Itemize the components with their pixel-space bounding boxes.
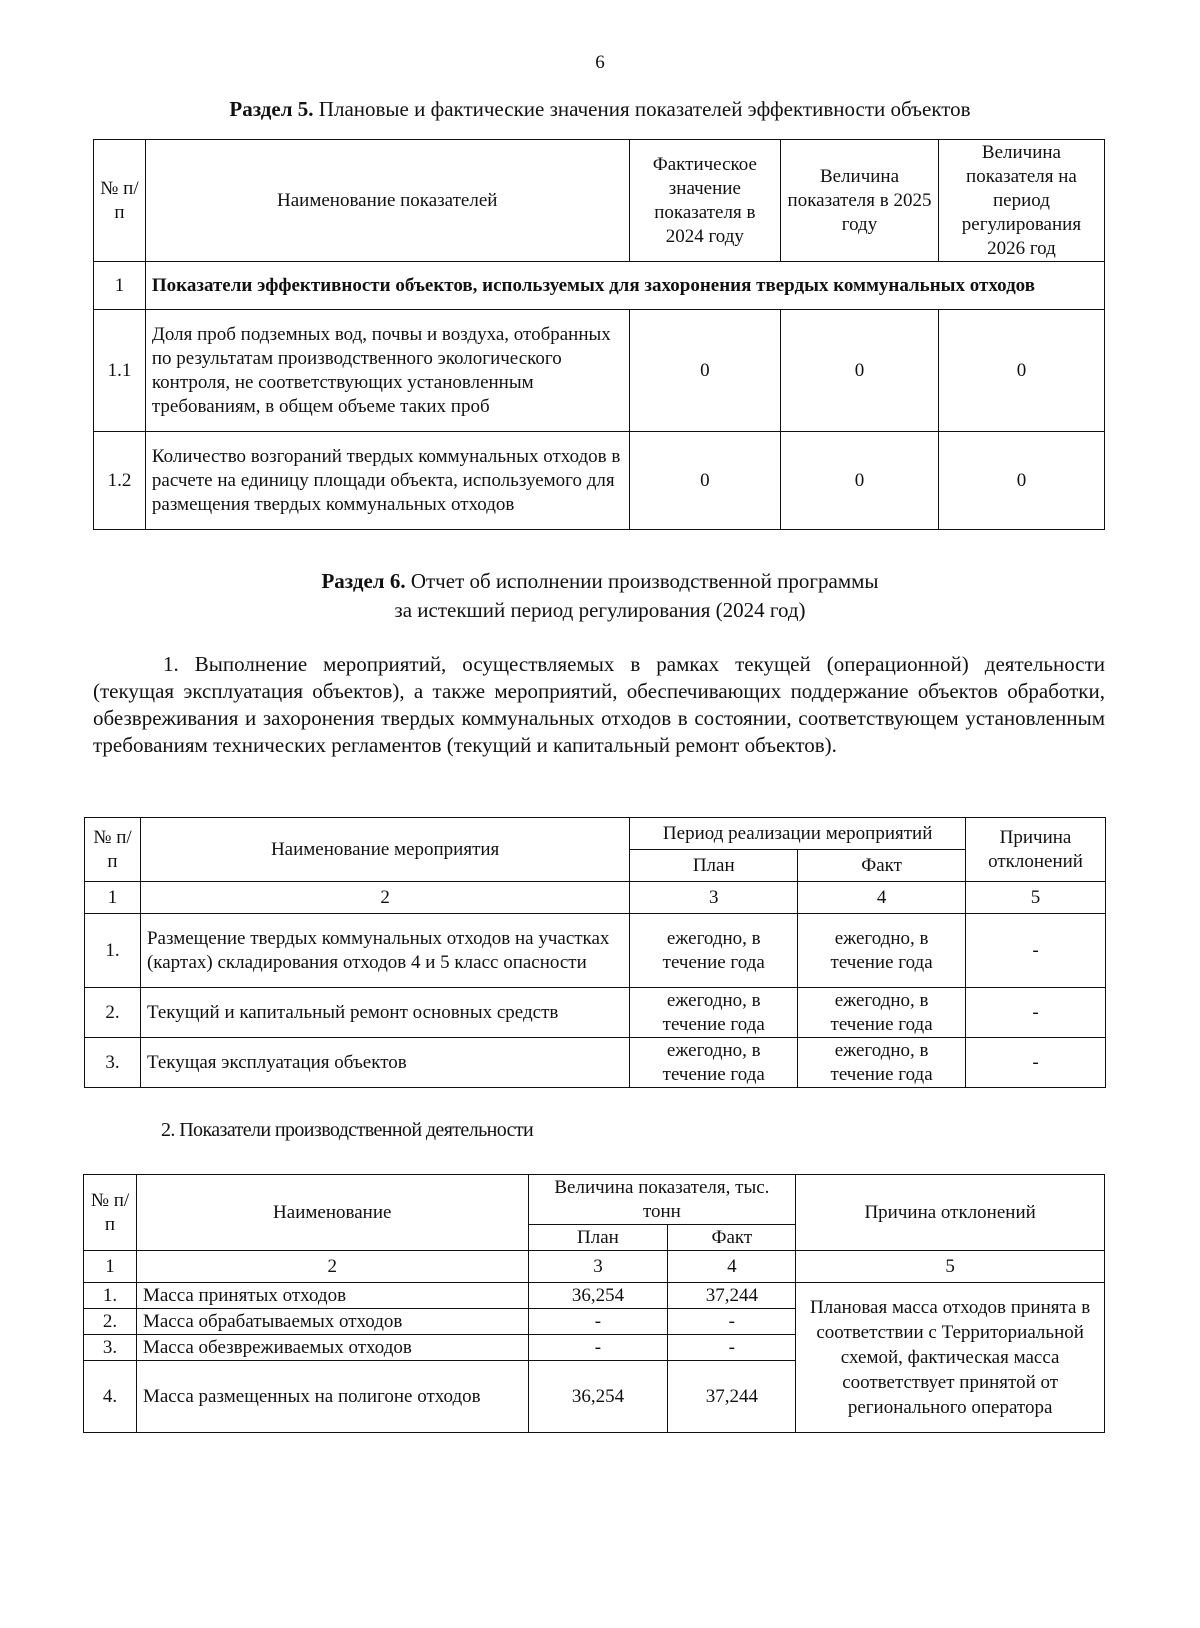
row-num: 1.2 [94,432,146,530]
row-fact: ежегодно, в течение года [798,988,966,1038]
header-reason: Причина отклонений [966,818,1106,882]
row-plan: 36,254 [528,1283,668,1309]
col-number: 1 [84,1251,137,1283]
row-plan: - [528,1335,668,1361]
header-name: Наименование [136,1175,528,1251]
row-plan: - [528,1309,668,1335]
header-fact: Факт [668,1225,796,1251]
section5-title-text: Плановые и фактические значения показателей эффективности объектов [318,97,971,121]
header-value-2025: Величина показателя в 2025 году [781,140,939,262]
table-group-row [94,262,1105,310]
row-value-2025: 0 [781,310,939,432]
activities-table [84,817,1106,1088]
row-plan: ежегодно, в течение года [630,988,798,1038]
row-name: Количество возгораний твердых коммунальных отходов в расчете на единицу площади объекта, используемого для размещения твердых коммунальных отходов [145,432,629,530]
header-plan: План [528,1225,668,1251]
col-number: 1 [85,882,141,914]
row-name: Масса принятых отходов [136,1283,528,1309]
row-value-2025: 0 [781,432,939,530]
table-row [85,1038,1106,1088]
col-number: 3 [528,1251,668,1283]
col-number: 5 [966,882,1106,914]
row-name: Текущий и капитальный ремонт основных средств [140,988,629,1038]
row-reason: - [966,1038,1106,1088]
row-fact: ежегодно, в течение года [798,1038,966,1088]
section6-title-bold: Раздел 6. [321,569,406,593]
col-number: 4 [798,882,966,914]
header-value-2026: Величина показателя на период регулирования 2026 год [938,140,1104,262]
table-header-row [85,818,1106,850]
header-num: № п/п [94,140,146,262]
row-num: 1. [85,914,141,988]
row-value-2024: 0 [629,310,781,432]
table-row [94,310,1105,432]
table-header-row [84,1175,1105,1225]
header-num: № п/п [85,818,141,882]
header-fact: Факт [798,850,966,882]
header-plan: План [630,850,798,882]
column-number-row [85,882,1106,914]
row-name: Доля проб подземных вод, почвы и воздуха, отобранных по результатам производственного экологического контроля, не соответствующих установленным требованиям, в общем объеме таких проб [145,310,629,432]
group-num: 1 [94,262,146,310]
production-table [83,1174,1105,1433]
section6-title-text: Отчет об исполнении производственной программы [410,569,879,593]
row-fact: 37,244 [668,1283,796,1309]
row-reason: Плановая масса отходов принята в соответствии с Территориальной схемой, фактическая масса соответствует принятой от регионального оператора [796,1283,1105,1433]
row-num: 4. [84,1361,137,1433]
header-name: Наименование показателей [145,140,629,262]
section6-subheading: 2. Показатели производственной деятельности [161,1119,534,1141]
row-name: Размещение твердых коммунальных отходов на участках (картах) складирования отходов 4 и 5 класс опасности [140,914,629,988]
row-fact: 37,244 [668,1361,796,1433]
row-fact: ежегодно, в течение года [798,914,966,988]
row-fact: - [668,1335,796,1361]
row-value-2024: 0 [629,432,781,530]
col-number: 3 [630,882,798,914]
row-name: Масса обрабатываемых отходов [136,1309,528,1335]
row-num: 3. [84,1335,137,1361]
row-plan: ежегодно, в течение года [630,1038,798,1088]
row-num: 1. [84,1283,137,1309]
header-fact-2024: Фактическое значение показателя в 2024 году [629,140,781,262]
row-plan: 36,254 [528,1361,668,1433]
row-reason: - [966,988,1106,1038]
header-period: Период реализации мероприятий [630,818,966,850]
col-number: 4 [668,1251,796,1283]
header-value: Величина показателя, тыс. тонн [528,1175,796,1225]
col-number: 5 [796,1251,1105,1283]
table-row [85,988,1106,1038]
row-num: 2. [85,988,141,1038]
col-number: 2 [140,882,629,914]
row-plan: ежегодно, в течение года [630,914,798,988]
section5-table [93,139,1105,530]
column-number-row [84,1251,1105,1283]
row-num: 3. [85,1038,141,1088]
row-num: 2. [84,1309,137,1335]
row-value-2026: 0 [938,432,1104,530]
row-fact: - [668,1309,796,1335]
section6-title-line2: за истекший период регулирования (2024 год) [394,598,806,622]
header-num: № п/п [84,1175,137,1251]
group-label: Показатели эффективности объектов, используемых для захоронения твердых коммунальных отходов [145,262,1104,310]
table-row [85,914,1106,988]
section5-title-bold: Раздел 5. [229,97,314,121]
table-row [94,432,1105,530]
section5-title [0,96,1200,123]
row-name: Масса обезвреживаемых отходов [136,1335,528,1361]
row-name: Текущая эксплуатация объектов [140,1038,629,1088]
table-row [84,1283,1105,1309]
section6-paragraph: 1. Выполнение мероприятий, осуществляемых в рамках текущей (операционной) деятельности (текущая эксплуатация объектов), а также мероприятий, обеспечивающих поддержание объектов обработки, обезвреживания и захоронения твердых коммунальных отходов в состоянии, соответствующем установленным требованиям технических регламентов (текущий и капитальный ремонт объектов). [93,652,1105,757]
header-reason: Причина отклонений [796,1175,1105,1251]
col-number: 2 [136,1251,528,1283]
table-header-row [94,140,1105,262]
row-name: Масса размещенных на полигоне отходов [136,1361,528,1433]
row-value-2026: 0 [938,310,1104,432]
row-num: 1.1 [94,310,146,432]
header-name: Наименование мероприятия [140,818,629,882]
section6-title [0,568,1200,595]
row-reason: - [966,914,1106,988]
page-number: 6 [595,52,605,73]
